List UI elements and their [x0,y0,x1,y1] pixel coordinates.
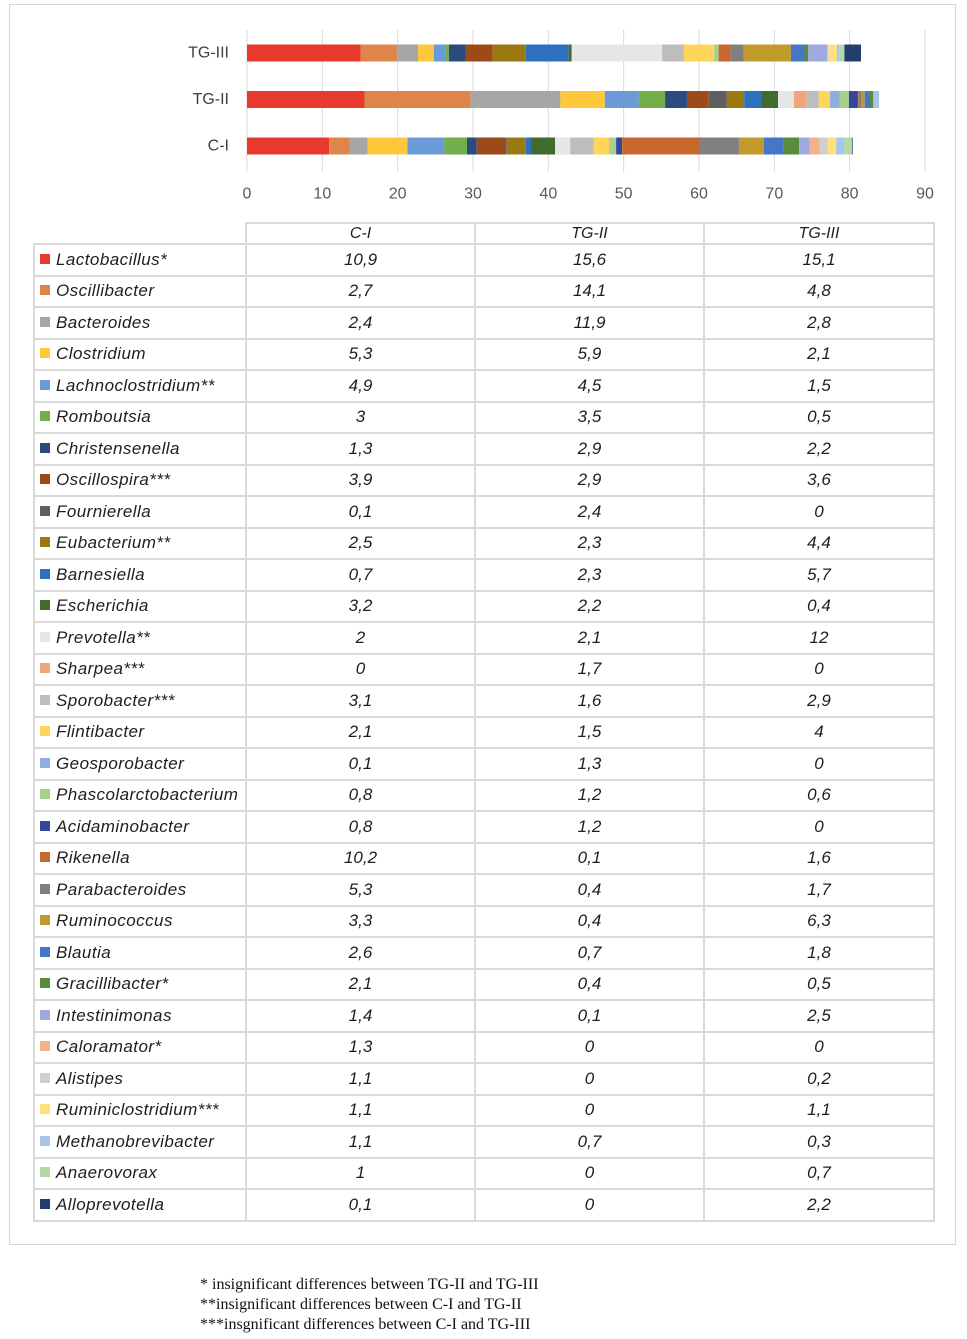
genus-name: Intestinimonas [56,1005,172,1025]
value-tg-iii: 1,6 [705,844,935,876]
value-c-i: 1 [247,1159,476,1191]
value-tg-iii: 0,4 [705,592,935,624]
x-tick-label: 20 [388,185,407,203]
bar-segment-blautia-tg-ii [865,91,870,108]
column-header-c-i: C-I [247,222,476,245]
genus-name: Prevotella** [56,627,151,647]
bar-segment-sporobacter-c-i [570,138,593,155]
value-tg-iii: 0 [705,1033,935,1065]
legend-swatch [40,947,50,957]
value-tg-ii: 0,7 [476,938,705,970]
value-tg-ii: 2,9 [476,466,705,498]
value-tg-ii: 1,2 [476,781,705,813]
value-tg-iii: 0 [705,497,935,529]
bar-segment-caloramator-c-i [810,138,820,155]
stacked-bar-chart [0,0,967,215]
value-tg-ii: 0 [476,1033,705,1065]
legend-swatch [40,821,50,831]
legend-swatch [40,506,50,516]
bar-segment-flintibacter-c-i [594,138,610,155]
legend-swatch [40,1104,50,1114]
genus-cell [33,812,247,844]
bar-segment-phascolarctobacterium-tg-iii [714,45,719,62]
bar-segment-eubacterium-c-i [507,138,526,155]
bar-segment-flintibacter-tg-ii [819,91,830,108]
bar-segment-blautia-tg-iii [791,45,805,62]
value-tg-ii: 0 [476,1064,705,1096]
legend-swatch [40,978,50,988]
legend-swatch [40,569,50,579]
bar-segment-rikenella-tg-iii [719,45,731,62]
legend-swatch [40,884,50,894]
genus-name: Sporobacter*** [56,690,175,710]
value-c-i: 0,7 [247,560,476,592]
legend-swatch [40,1010,50,1020]
bar-segment-geosporobacter-c-i [609,138,610,155]
bar-segment-christensenella-c-i [467,138,477,155]
genus-name: Alloprevotella [56,1194,165,1214]
genus-cell [33,749,247,781]
genus-name: Caloramator* [56,1037,162,1057]
value-tg-ii: 0,1 [476,1001,705,1033]
value-c-i: 3,2 [247,592,476,624]
genus-cell [33,497,247,529]
value-tg-ii: 0 [476,1190,705,1222]
bar-segment-ruminiclostridium-c-i [828,138,836,155]
legend-swatch [40,411,50,421]
genus-name: Oscillospira*** [56,470,171,490]
value-tg-ii: 1,3 [476,749,705,781]
value-tg-ii: 4,5 [476,371,705,403]
legend-swatch [40,254,50,264]
genus-name: Barnesiella [56,564,146,584]
legend-swatch [40,726,50,736]
bar-segment-barnesiella-tg-ii [744,91,761,108]
value-tg-iii: 0,3 [705,1127,935,1159]
bar-segment-clostridium-tg-iii [418,45,434,62]
value-c-i: 1,1 [247,1127,476,1159]
value-c-i: 4,9 [247,371,476,403]
genus-name: Romboutsia [56,407,152,427]
legend-swatch [40,663,50,673]
category-label-c-i: C-I [207,137,229,155]
legend-swatch [40,632,50,642]
genus-name: Ruminiclostridium*** [56,1100,219,1120]
genus-cell [33,1096,247,1128]
value-tg-ii: 11,9 [476,308,705,340]
genus-name: Methanobrevibacter [56,1131,215,1151]
bar-segment-lachnoclostridium-tg-iii [434,45,445,62]
bar-segment-clostridium-c-i [368,138,408,155]
genus-cell [33,403,247,435]
legend-swatch [40,600,50,610]
value-tg-iii: 4 [705,718,935,750]
bar-segment-intestinimonas-c-i [799,138,810,155]
value-tg-ii: 2,1 [476,623,705,655]
bar-segment-oscillospira-tg-ii [687,91,709,108]
genus-name: Lachnoclostridium** [56,375,215,395]
bar-segment-parabacteroides-tg-iii [731,45,744,62]
genus-cell [33,875,247,907]
bar-segment-barnesiella-tg-iii [526,45,569,62]
value-tg-ii: 2,3 [476,560,705,592]
x-tick-label: 40 [539,185,558,203]
bar-segment-sharpea-tg-ii [794,91,807,108]
genus-name: Anaerovorax [56,1163,158,1183]
value-c-i: 0,1 [247,749,476,781]
legend-swatch [40,789,50,799]
bar-segment-oscillospira-c-i [477,138,506,155]
genus-name: Bacteroides [56,312,151,332]
genus-cell [33,434,247,466]
bar-segment-barnesiella-c-i [526,138,531,155]
genus-cell [33,466,247,498]
value-tg-ii: 1,7 [476,655,705,687]
value-c-i: 2,7 [247,277,476,309]
bar-segment-ruminiclostridium-tg-iii [829,45,837,62]
value-tg-iii: 0,7 [705,1159,935,1191]
genus-name: Phascolarctobacterium [56,785,239,805]
footnote-triple-asterisk: ***insgnificant differences between C-I and TG-III [200,1316,531,1333]
genus-cell [33,529,247,561]
legend-swatch [40,285,50,295]
bar-segment-lachnoclostridium-tg-ii [605,91,639,108]
bar-segment-rikenella-tg-ii [858,91,859,108]
legend-swatch [40,474,50,484]
x-tick-label: 80 [840,185,859,203]
bar-segment-alistipes-tg-iii [827,45,829,62]
value-c-i: 2,1 [247,970,476,1002]
value-tg-ii: 0,4 [476,907,705,939]
category-label-tg-iii: TG-III [188,44,229,62]
value-c-i: 0,1 [247,497,476,529]
value-tg-ii: 5,9 [476,340,705,372]
value-tg-iii: 6,3 [705,907,935,939]
x-tick-label: 70 [765,185,784,203]
legend-swatch [40,537,50,547]
value-tg-iii: 5,7 [705,560,935,592]
genus-name: Christensenella [56,438,180,458]
value-c-i: 1,3 [247,1033,476,1065]
bar-segment-escherichia-c-i [531,138,555,155]
value-c-i: 3 [247,403,476,435]
legend-swatch [40,317,50,327]
value-tg-iii: 0,6 [705,781,935,813]
bar-segment-intestinimonas-tg-iii [808,45,827,62]
value-tg-ii: 0 [476,1096,705,1128]
value-tg-ii: 14,1 [476,277,705,309]
bar-segment-bacteroides-tg-iii [397,45,418,62]
bar-segment-lachnoclostridium-c-i [407,138,444,155]
bar-segment-anaerovorax-tg-iii [839,45,844,62]
genus-name: Clostridium [56,344,146,364]
genus-name: Alistipes [56,1068,124,1088]
genus-cell [33,938,247,970]
genus-cell [33,686,247,718]
bar-segment-flintibacter-tg-iii [684,45,714,62]
value-tg-ii: 0,7 [476,1127,705,1159]
data-table [33,222,935,1222]
genus-name: Flintibacter [56,722,145,742]
bar-segment-parabacteroides-tg-ii [859,91,862,108]
bar-segment-phascolarctobacterium-tg-ii [840,91,849,108]
bars [247,45,879,155]
bar-segment-oscillibacter-tg-iii [361,45,397,62]
genus-name: Geosporobacter [56,753,185,773]
bar-segment-prevotella-tg-iii [572,45,662,62]
value-tg-iii: 2,1 [705,340,935,372]
bar-segment-parabacteroides-c-i [699,138,739,155]
footnotes [200,1275,539,1335]
value-c-i: 0,1 [247,1190,476,1222]
value-tg-iii: 4,4 [705,529,935,561]
bar-segment-sporobacter-tg-ii [807,91,819,108]
value-c-i: 3,9 [247,466,476,498]
value-c-i: 5,3 [247,340,476,372]
bar-segment-romboutsia-c-i [444,138,467,155]
value-c-i: 2 [247,623,476,655]
value-tg-iii: 1,5 [705,371,935,403]
bar-segment-rikenella-c-i [622,138,699,155]
value-c-i: 10,9 [247,245,476,277]
x-tick-label: 10 [313,185,332,203]
value-c-i: 1,1 [247,1064,476,1096]
x-tick-label: 50 [614,185,633,203]
bar-segment-ruminococcus-tg-iii [743,45,790,62]
value-tg-iii: 2,2 [705,434,935,466]
value-c-i: 0,8 [247,812,476,844]
value-tg-iii: 0,2 [705,1064,935,1096]
bar-segment-fournierella-tg-ii [709,91,727,108]
bar-segment-escherichia-tg-iii [569,45,572,62]
genus-name: Gracillibacter* [56,974,169,994]
genus-name: Sharpea*** [56,659,145,679]
genus-cell [33,907,247,939]
genus-name: Parabacteroides [56,879,187,899]
value-tg-iii: 3,6 [705,466,935,498]
value-c-i: 0 [247,655,476,687]
genus-name: Rikenella [56,848,130,868]
genus-cell [33,655,247,687]
bar-segment-christensenella-tg-ii [665,91,687,108]
bar-segment-eubacterium-tg-ii [727,91,744,108]
value-c-i: 1,1 [247,1096,476,1128]
legend-swatch [40,380,50,390]
x-tick-label: 60 [690,185,708,203]
value-tg-ii: 0 [476,1159,705,1191]
value-tg-iii: 2,8 [705,308,935,340]
value-c-i: 3,3 [247,907,476,939]
value-tg-ii: 2,4 [476,497,705,529]
value-tg-iii: 1,8 [705,938,935,970]
x-tick-label: 30 [464,185,482,203]
bar-segment-lactobacillus-tg-ii [247,91,365,108]
genus-cell [33,560,247,592]
bar-segment-clostridium-tg-ii [560,91,604,108]
bar-segment-christensenella-tg-iii [449,45,466,62]
x-tick-label: 0 [242,185,252,203]
legend-swatch [40,695,50,705]
value-tg-ii: 15,6 [476,245,705,277]
genus-name: Escherichia [56,596,149,616]
value-c-i: 0,8 [247,781,476,813]
bar-segment-gracillibacter-c-i [783,138,799,155]
bar-segment-methanobrevibacter-c-i [836,138,844,155]
value-c-i: 2,6 [247,938,476,970]
bar-segment-romboutsia-tg-ii [639,91,665,108]
footnote-single-asterisk: * insignificant differences between TG-II and TG-III [200,1276,539,1293]
bar-segment-escherichia-tg-ii [762,91,779,108]
value-tg-ii: 0,1 [476,844,705,876]
genus-cell [33,1190,247,1222]
bar-segment-methanobrevibacter-tg-iii [837,45,839,62]
bar-segment-anaerovorax-c-i [844,138,852,155]
category-label-tg-ii: TG-II [192,91,229,108]
genus-cell [33,371,247,403]
value-c-i: 1,3 [247,434,476,466]
legend-swatch [40,758,50,768]
bar-segment-sporobacter-tg-iii [662,45,684,62]
bar-segment-eubacterium-tg-iii [493,45,526,62]
legend-swatch [40,348,50,358]
legend-swatch [40,1167,50,1177]
genus-cell [33,277,247,309]
footnote-double-asterisk: **insignificant differences between C-I and TG-II [200,1296,522,1313]
genus-cell [33,308,247,340]
genus-name: Lactobacillus* [56,249,168,269]
value-tg-ii: 2,2 [476,592,705,624]
bar-segment-lactobacillus-c-i [247,138,329,155]
bar-segment-ruminococcus-tg-ii [862,91,865,108]
bar-segment-bacteroides-tg-ii [471,91,561,108]
bar-segment-intestinimonas-tg-ii [873,91,874,108]
bar-segment-romboutsia-tg-iii [445,45,449,62]
value-c-i: 5,3 [247,875,476,907]
genus-cell [33,1127,247,1159]
genus-cell [33,340,247,372]
genus-name: Oscillibacter [56,281,155,301]
value-tg-ii: 3,5 [476,403,705,435]
genus-cell [33,718,247,750]
genus-cell [33,592,247,624]
legend-swatch [40,1136,50,1146]
genus-name: Fournierella [56,501,152,521]
value-tg-iii: 0 [705,655,935,687]
value-tg-ii: 1,5 [476,718,705,750]
value-tg-iii: 1,1 [705,1096,935,1128]
value-tg-iii: 12 [705,623,935,655]
bar-segment-acidaminobacter-c-i [616,138,622,155]
value-c-i: 2,1 [247,718,476,750]
legend-swatch [40,915,50,925]
value-tg-ii: 1,6 [476,686,705,718]
value-tg-iii: 4,8 [705,277,935,309]
column-header-tg-ii: TG-II [476,222,705,245]
bar-segment-ruminococcus-c-i [739,138,764,155]
value-c-i: 2,5 [247,529,476,561]
value-tg-iii: 15,1 [705,245,935,277]
bar-segment-phascolarctobacterium-c-i [610,138,616,155]
bar-segment-oscillibacter-c-i [329,138,349,155]
genus-name: Blautia [56,942,112,962]
value-tg-iii: 0,5 [705,970,935,1002]
value-tg-iii: 2,2 [705,1190,935,1222]
bar-segment-acidaminobacter-tg-ii [849,91,858,108]
value-tg-iii: 2,5 [705,1001,935,1033]
value-tg-iii: 2,9 [705,686,935,718]
value-tg-ii: 0,4 [476,970,705,1002]
value-tg-ii: 1,2 [476,812,705,844]
legend-swatch [40,1041,50,1051]
bar-segment-geosporobacter-tg-ii [830,91,840,108]
value-c-i: 10,2 [247,844,476,876]
bar-segment-prevotella-c-i [555,138,570,155]
genus-cell [33,1064,247,1096]
value-tg-iii: 1,7 [705,875,935,907]
legend-swatch [40,1199,50,1209]
genus-cell [33,970,247,1002]
bar-segment-alloprevotella-c-i [852,138,853,155]
value-tg-ii: 0,4 [476,875,705,907]
bar-segment-oscillibacter-tg-ii [365,91,471,108]
value-tg-iii: 0 [705,749,935,781]
value-tg-ii: 2,9 [476,434,705,466]
column-header-tg-iii: TG-III [705,222,935,245]
value-c-i: 2,4 [247,308,476,340]
bar-segment-gracillibacter-tg-ii [870,91,873,108]
bar-segment-bacteroides-c-i [349,138,367,155]
genus-cell [33,844,247,876]
bar-segment-alloprevotella-tg-iii [844,45,861,62]
genus-cell [33,245,247,277]
bar-segment-alistipes-c-i [820,138,828,155]
legend-swatch [40,1073,50,1083]
bar-segment-oscillospira-tg-iii [465,45,492,62]
value-c-i: 1,4 [247,1001,476,1033]
bar-segment-fournierella-c-i [506,138,507,155]
bar-segment-lactobacillus-tg-iii [247,45,361,62]
axis-labels [188,45,934,203]
genus-cell [33,781,247,813]
genus-name: Acidaminobacter [56,816,190,836]
value-tg-iii: 0,5 [705,403,935,435]
genus-cell [33,623,247,655]
genus-name: Eubacterium** [56,533,171,553]
bar-segment-methanobrevibacter-tg-ii [874,91,879,108]
value-tg-ii: 2,3 [476,529,705,561]
table-corner [33,222,247,245]
genus-cell [33,1159,247,1191]
legend-swatch [40,852,50,862]
x-tick-label: 90 [916,185,934,203]
genus-name: Ruminococcus [56,911,173,931]
bar-segment-blautia-c-i [764,138,784,155]
genus-cell [33,1001,247,1033]
legend-swatch [40,443,50,453]
value-c-i: 3,1 [247,686,476,718]
genus-cell [33,1033,247,1065]
value-tg-iii: 0 [705,812,935,844]
bar-segment-gracillibacter-tg-iii [804,45,808,62]
bar-segment-prevotella-tg-ii [778,91,794,108]
